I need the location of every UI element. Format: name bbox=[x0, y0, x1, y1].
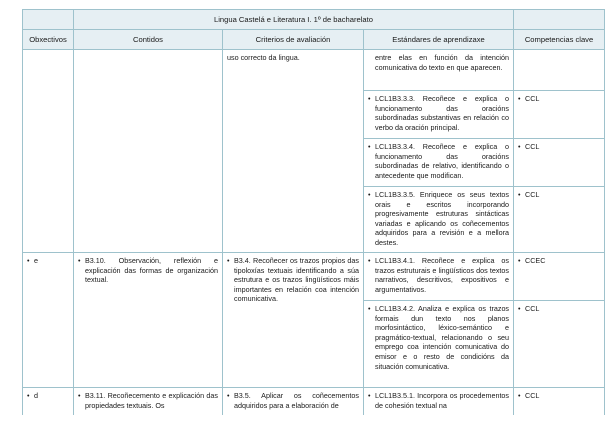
standard-cell bbox=[364, 388, 514, 416]
bullet-icon: • bbox=[518, 304, 521, 313]
standard-text: LCL1B3.4.2. Analiza e explica os trazos formais dun texto nos planos morfosintáctico, léxico-semántico e pragmático-textual, relacionando o seu emprego coa intención comunicativa do emisor e o resto de condicións da situación comunicativa. bbox=[375, 304, 510, 371]
competence-cell bbox=[514, 91, 605, 139]
bullet-icon: • bbox=[518, 190, 521, 199]
competence-cell bbox=[514, 50, 605, 91]
competence-cell bbox=[514, 388, 605, 416]
competence-text: CCL bbox=[525, 142, 540, 151]
bullet-icon: • bbox=[227, 256, 230, 265]
standard-text: LCL1B3.3.3. Recoñece e explica o funcionamento das oracións subordinadas substantivas en relación co verbo da oración principal. bbox=[375, 94, 510, 132]
content-cell bbox=[74, 253, 223, 388]
bullet-icon: • bbox=[27, 391, 30, 400]
bullet-icon: • bbox=[368, 94, 371, 103]
header-criteria: Criterios de avaliación bbox=[223, 30, 364, 50]
competence-text: CCL bbox=[525, 391, 540, 400]
criteria-text: B3.4. Recoñecer os trazos propios das tipoloxías textuais identificando a súa estrutura e os trazos lingüísticos máis importantes en relación coa intención comunicativa. bbox=[234, 256, 359, 304]
standard-cell bbox=[364, 91, 514, 139]
bullet-icon: • bbox=[368, 304, 371, 313]
content-cell bbox=[74, 50, 223, 253]
competence-cell bbox=[514, 187, 605, 253]
objective-cell bbox=[23, 50, 74, 253]
table-row bbox=[23, 253, 605, 301]
competence-text: CCEC bbox=[525, 256, 546, 265]
objective-cell bbox=[23, 388, 74, 416]
competence-cell bbox=[514, 301, 605, 388]
table-row bbox=[23, 388, 605, 416]
content-cell bbox=[74, 388, 223, 416]
bullet-icon: • bbox=[518, 142, 521, 151]
competence-text: CCL bbox=[525, 190, 540, 199]
standard-cell bbox=[364, 301, 514, 388]
header-objectives: Obxectivos bbox=[23, 30, 74, 50]
objective-cell bbox=[23, 253, 74, 388]
bullet-icon: • bbox=[368, 256, 371, 265]
standard-cell bbox=[364, 253, 514, 301]
criteria-text: uso correcto da lingua. bbox=[227, 53, 300, 62]
competence-text: CCL bbox=[525, 94, 540, 103]
title-blank-cell bbox=[23, 10, 74, 30]
criteria-text: B3.5. Aplicar os coñecementos adquiridos para a elaboración de bbox=[234, 391, 359, 410]
bullet-icon: • bbox=[27, 256, 30, 265]
objective-text: d bbox=[34, 391, 38, 400]
header-competences: Competencias clave bbox=[514, 30, 605, 50]
competence-cell bbox=[514, 253, 605, 301]
objective-text: e bbox=[34, 256, 38, 265]
standard-text: LCL1B3.5.1. Incorpora os procedementos de cohesión textual na bbox=[375, 391, 510, 410]
bullet-icon: • bbox=[518, 256, 521, 265]
title-blank-cell bbox=[514, 10, 605, 30]
header-row bbox=[23, 30, 605, 50]
standard-text: LCL1B3.4.1. Recoñece e explica os trazos estruturais e lingüísticos dos textos narrativos, descritivos, expositivos e argumentativos. bbox=[375, 256, 510, 294]
standard-cell bbox=[364, 50, 514, 91]
bullet-icon: • bbox=[227, 391, 230, 400]
criteria-cell bbox=[223, 50, 364, 253]
standard-text: LCL1B3.3.5. Enriquece os seus textos orais e escritos incorporando progresivamente estruturas sintácticas variadas e aplicando os coñecementos adquiridos para a revisión e a mellora destes. bbox=[375, 190, 510, 247]
curriculum-table bbox=[22, 9, 605, 415]
bullet-icon: • bbox=[368, 142, 371, 151]
table-row bbox=[23, 50, 605, 91]
content-text: B3.10. Observación, reflexión e explicación das formas de organización textual. bbox=[85, 256, 218, 285]
criteria-cell bbox=[223, 253, 364, 388]
competence-cell bbox=[514, 139, 605, 187]
criteria-cell bbox=[223, 388, 364, 416]
bullet-icon: • bbox=[518, 391, 521, 400]
standard-cell bbox=[364, 139, 514, 187]
standard-cell bbox=[364, 187, 514, 253]
bullet-icon: • bbox=[368, 190, 371, 199]
bullet-icon: • bbox=[78, 256, 81, 265]
standard-text: entre elas en función da intención comunicativa do texto en que aparecen. bbox=[375, 53, 510, 72]
table-title: Lingua Castelá e Literatura I. 1º de bacharelato bbox=[74, 10, 514, 30]
competence-text: CCL bbox=[525, 304, 540, 313]
bullet-icon: • bbox=[78, 391, 81, 400]
bullet-icon: • bbox=[368, 391, 371, 400]
content-text: B3.11. Recoñecemento e explicación das propiedades textuais. Os bbox=[85, 391, 218, 410]
standard-text: LCL1B3.3.4. Recoñece e explica o funcionamento das oracións subordinadas de relativo, identificando o antecedente que modifican. bbox=[375, 142, 510, 180]
header-standards: Estándares de aprendizaxe bbox=[364, 30, 514, 50]
bullet-icon: • bbox=[518, 94, 521, 103]
table-title-row bbox=[23, 10, 605, 30]
header-contents: Contidos bbox=[74, 30, 223, 50]
